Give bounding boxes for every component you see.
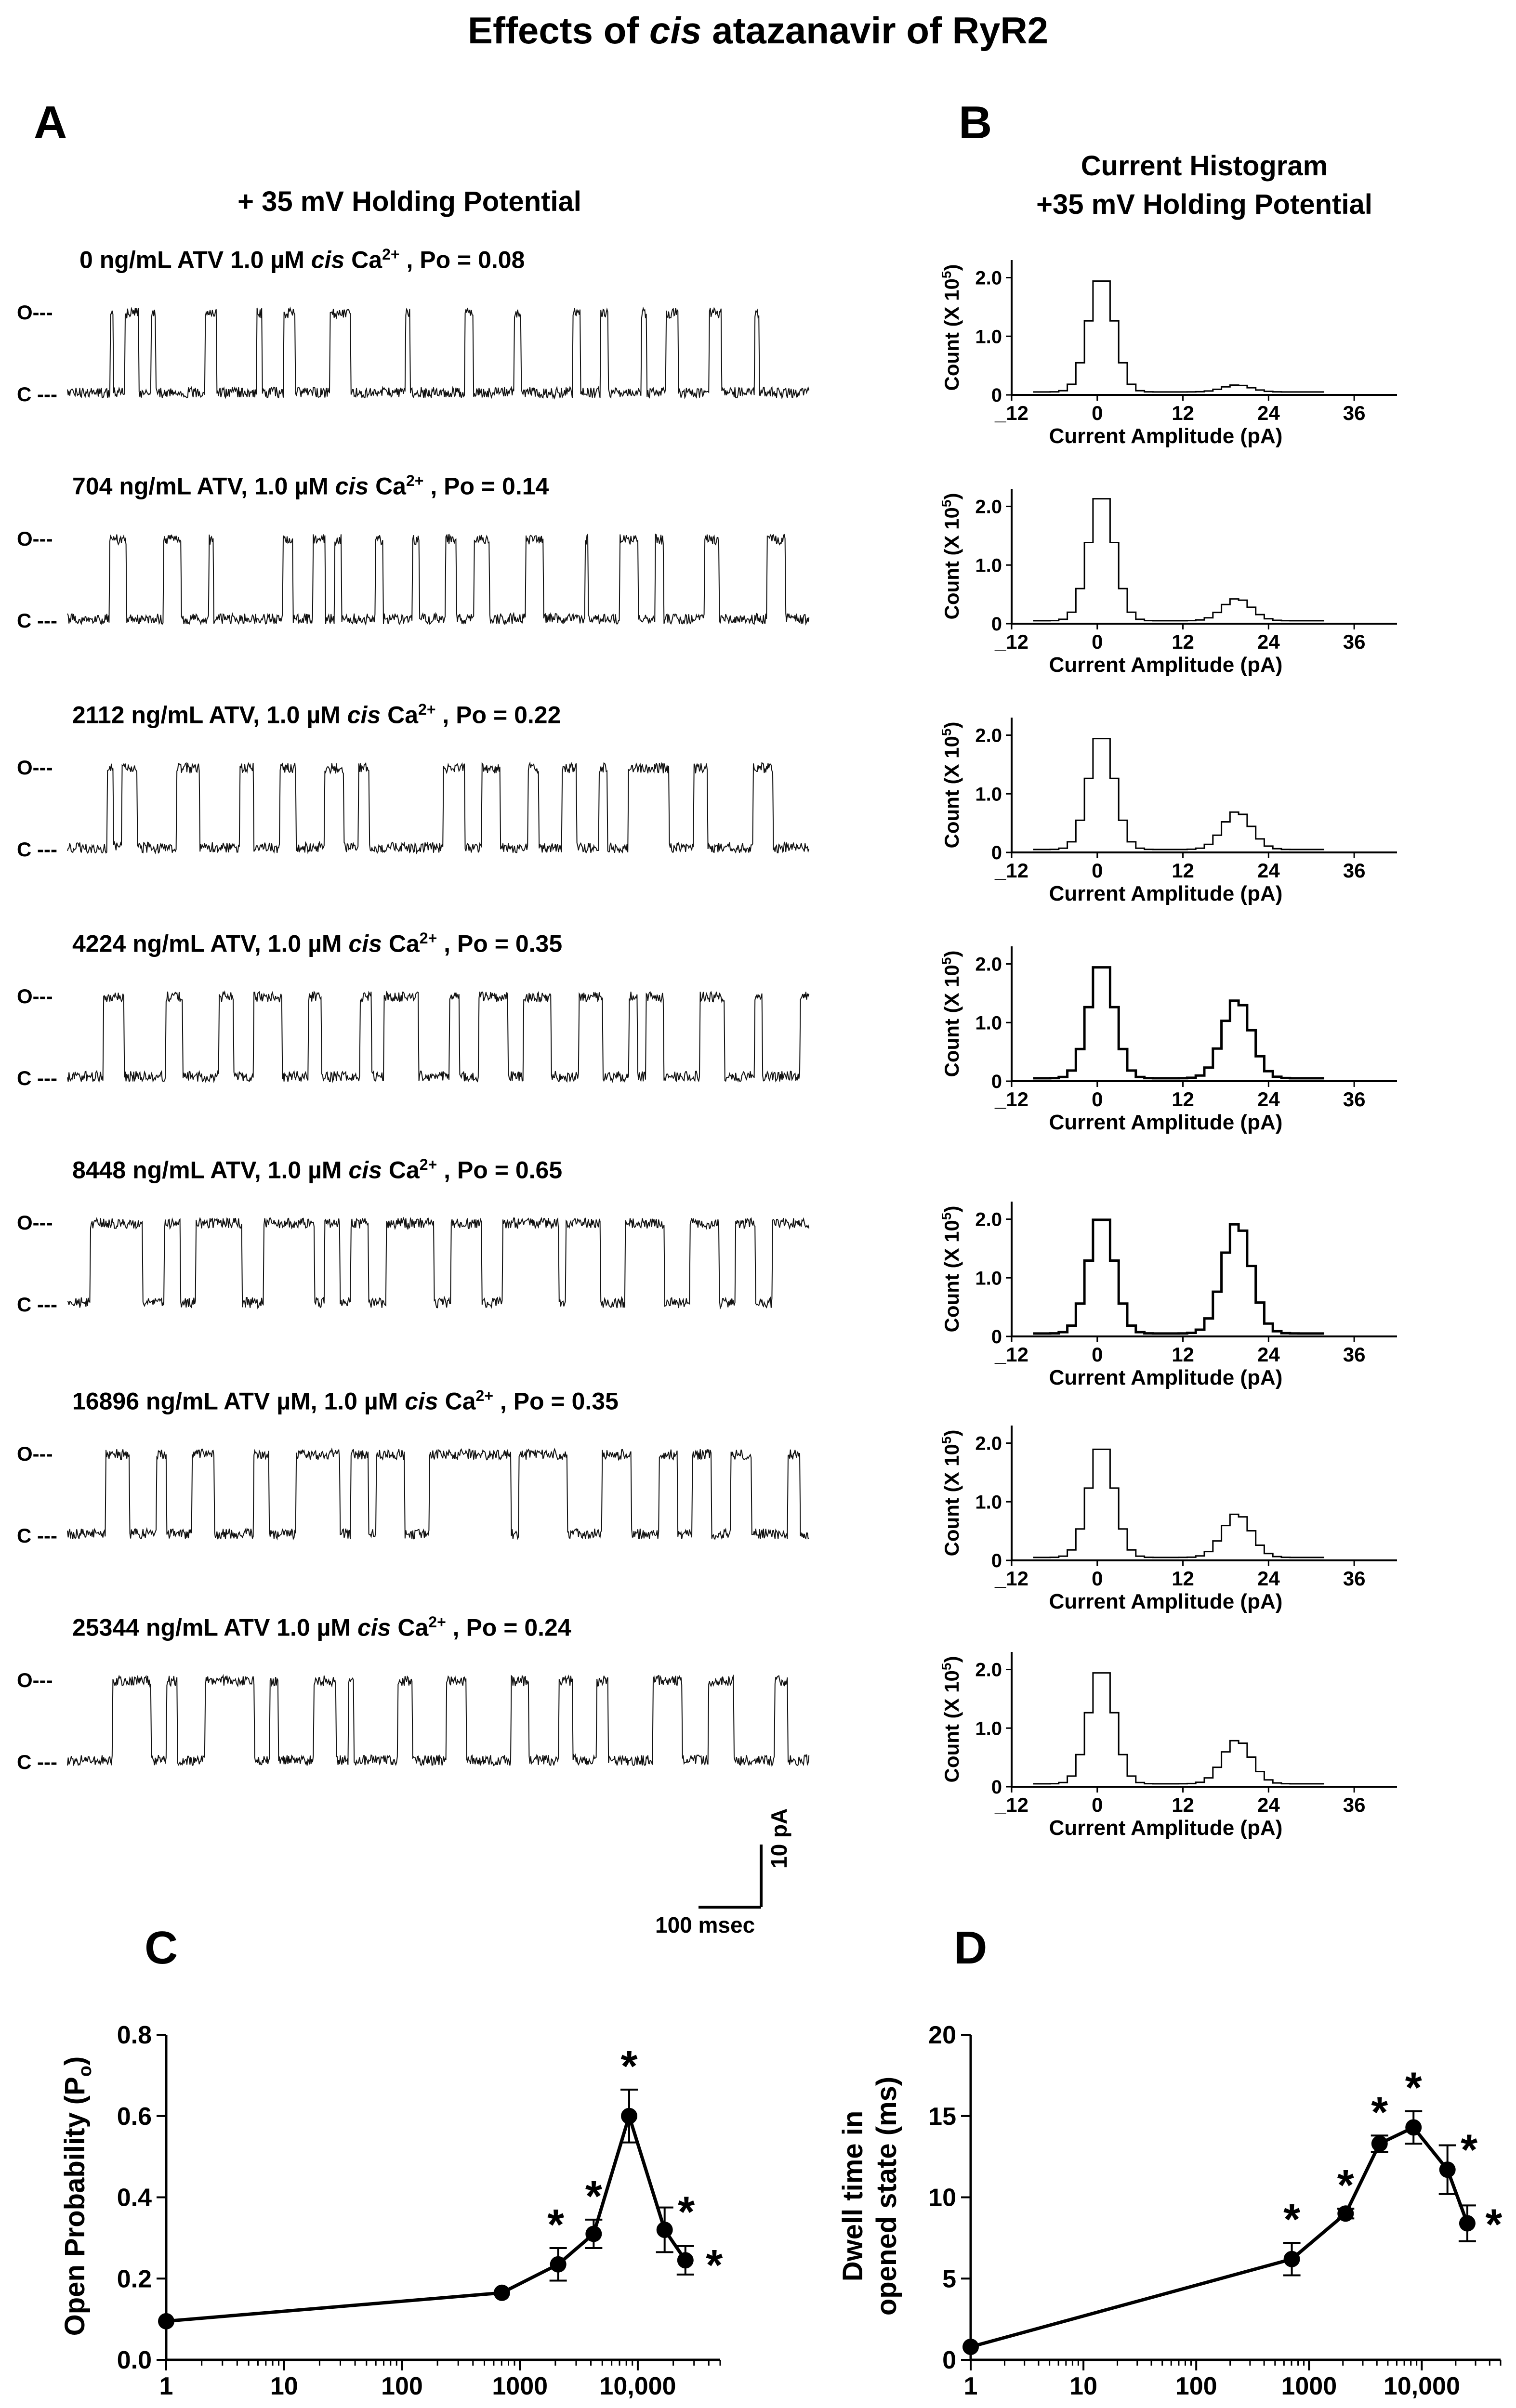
series-line — [166, 2116, 685, 2321]
y-tick-label: 1.0 — [975, 555, 1002, 576]
panel-a-header: + 35 mV Holding Potential — [237, 186, 581, 217]
trace-label-pre: 16896 ng/mL ATV µM, 1.0 µM — [72, 1387, 405, 1415]
x-tick-label: 36 — [1343, 1343, 1366, 1366]
y-tick-label: 20 — [928, 2021, 956, 2049]
x-tick-label: 24 — [1257, 1343, 1280, 1366]
x-tick-label: 36 — [1343, 630, 1366, 653]
x-tick-label: 12 — [1172, 1343, 1194, 1366]
x-tick-label: 0 — [1092, 1343, 1103, 1366]
significance-marker: * — [1405, 2064, 1422, 2112]
y-axis-label-line2: opened state (ms) — [871, 2076, 902, 2316]
x-tick-label: 36 — [1343, 859, 1366, 882]
trace-label-sup: 2+ — [419, 929, 437, 947]
trace-label-tail: , Po = 0.35 — [437, 930, 563, 957]
channel-trace-2 — [67, 510, 819, 636]
y-tick-label: 1.0 — [975, 784, 1002, 805]
panel-letter-a: A — [34, 97, 67, 148]
y-axis-label-line1: Dwell time in — [837, 2110, 869, 2282]
x-axis-label: Current Amplitude (pA) — [1049, 1816, 1283, 1840]
trace-label-cis: cis — [347, 701, 381, 729]
x-tick-label: _12 — [994, 1343, 1029, 1366]
closed-level-marker: C --- — [17, 838, 57, 861]
significance-marker: * — [620, 2042, 638, 2091]
trace-label-2 — [72, 472, 549, 500]
x-tick-label: 1 — [963, 2372, 978, 2400]
x-tick-label: 0 — [1092, 859, 1103, 882]
trace-label-post: Ca — [391, 1614, 429, 1641]
y-tick-label: 1.0 — [975, 326, 1002, 348]
y-axis-label: Count (X $10^5$) — [939, 950, 963, 1077]
trace-label-tail: , Po = 0.22 — [435, 701, 561, 729]
trace-path — [67, 1218, 809, 1308]
panel-letter-c: C — [145, 1922, 178, 1974]
histogram-step-line — [1033, 1673, 1324, 1784]
panel-b-header-line1: Current Histogram — [1081, 150, 1328, 182]
trace-label-6 — [72, 1387, 619, 1415]
panel-b-header-line2: +35 mV Holding Potential — [1036, 189, 1372, 220]
y-tick-label: 1.0 — [975, 1268, 1002, 1289]
panel-letter-b: B — [959, 97, 992, 148]
trace-label-tail: , Po = 0.24 — [446, 1614, 571, 1641]
x-tick-label: 10 — [270, 2372, 298, 2400]
data-point — [962, 2339, 979, 2355]
trace-path — [67, 1449, 809, 1539]
data-point — [677, 2252, 694, 2268]
y-tick-label: 0 — [991, 1071, 1002, 1092]
trace-label-cis: cis — [405, 1387, 438, 1415]
trace-label-3 — [72, 701, 561, 729]
y-axis-label: Count (X $10^5$) — [939, 1429, 963, 1557]
chart-d-dwell-time — [780, 1965, 1513, 2408]
trace-label-post: Ca — [381, 701, 419, 729]
x-tick-label: 24 — [1257, 859, 1280, 882]
trace-label-post: Ca — [382, 1156, 420, 1184]
closed-level-marker: C --- — [17, 1751, 57, 1773]
x-tick-label: 1 — [159, 2372, 173, 2400]
x-axis-label: Current Amplitude (pA) — [1049, 1366, 1283, 1389]
trace-path — [67, 763, 809, 853]
trace-label-1 — [79, 246, 525, 274]
y-tick-label: 1.0 — [975, 1718, 1002, 1740]
histogram-1 — [930, 241, 1460, 448]
trace-label-cis: cis — [335, 472, 369, 500]
x-tick-label: 36 — [1343, 1793, 1366, 1816]
closed-level-marker: C --- — [17, 383, 57, 406]
x-tick-label: 100 — [381, 2372, 423, 2400]
y-tick-label: 1.0 — [975, 1012, 1002, 1034]
trace-label-post: Ca — [438, 1387, 476, 1415]
y-tick-label: 0 — [991, 385, 1002, 406]
significance-marker: * — [1337, 2161, 1354, 2210]
y-tick-label: 2.0 — [975, 954, 1002, 975]
trace-label-sup: 2+ — [475, 1387, 494, 1404]
trace-label-sup: 2+ — [428, 1613, 446, 1631]
x-tick-label: 12 — [1172, 1793, 1194, 1816]
y-axis-label: Count (X $10^5$) — [939, 264, 963, 391]
y-tick-label: 0.8 — [117, 2021, 152, 2049]
y-tick-label: 1.0 — [975, 1492, 1002, 1513]
data-point — [621, 2108, 637, 2124]
panel-letter-d: D — [954, 1922, 988, 1974]
trace-label-pre: 4224 ng/mL ATV, 1.0 µM — [72, 930, 349, 957]
significance-marker: * — [1485, 2200, 1503, 2249]
open-level-marker: O--- — [17, 1669, 53, 1691]
figure-title: Effects of cis atazanavir of RyR2 — [467, 9, 1049, 52]
y-axis-label: Open Probability $(P_o)$ — [59, 2056, 95, 2336]
y-axis-label — [837, 2077, 902, 2316]
x-axis-label: Current Amplitude (pA) — [1049, 1590, 1283, 1613]
scale-current-label: 10 pA — [766, 1808, 791, 1869]
x-tick-label: 12 — [1172, 1088, 1194, 1111]
y-tick-label: 15 — [928, 2102, 956, 2131]
x-axis-label: Current Amplitude (pA) — [1049, 882, 1283, 905]
y-tick-label: 0 — [991, 842, 1002, 864]
data-point — [1459, 2215, 1476, 2232]
x-tick-label: 36 — [1343, 402, 1366, 424]
y-tick-label: 0 — [991, 1550, 1002, 1571]
y-tick-label: 0 — [991, 1326, 1002, 1348]
trace-label-cis: cis — [311, 246, 345, 274]
x-tick-label: 24 — [1257, 1793, 1280, 1816]
trace-label-pre: 704 ng/mL ATV, 1.0 µM — [72, 472, 335, 500]
y-tick-label: 2.0 — [975, 496, 1002, 518]
series-line — [971, 2127, 1467, 2347]
y-axis-label: Count (X $10^5$) — [939, 721, 963, 849]
channel-trace-7 — [67, 1652, 819, 1777]
significance-marker: * — [547, 2200, 565, 2249]
x-tick-label: 10 — [1069, 2372, 1098, 2400]
open-level-marker: O--- — [17, 1211, 53, 1234]
trace-label-pre: 2112 ng/mL ATV, 1.0 µM — [72, 701, 347, 729]
channel-trace-3 — [67, 739, 819, 864]
closed-level-marker: C --- — [17, 1293, 57, 1316]
closed-level-marker: C --- — [17, 609, 57, 632]
data-point — [1371, 2135, 1388, 2152]
y-tick-label: 0 — [942, 2346, 956, 2374]
x-tick-label: 12 — [1172, 1567, 1194, 1590]
significance-marker: * — [678, 2188, 695, 2237]
histogram-7 — [930, 1633, 1460, 1840]
x-tick-label: 12 — [1172, 402, 1194, 424]
open-level-marker: O--- — [17, 756, 53, 779]
significance-marker: * — [706, 2241, 723, 2290]
x-tick-label: 0 — [1092, 1567, 1103, 1590]
data-point — [1284, 2251, 1300, 2267]
histogram-step-line — [1033, 1449, 1324, 1557]
x-tick-label: _12 — [994, 1567, 1029, 1590]
y-tick-label: 2.0 — [975, 267, 1002, 289]
x-tick-label: 36 — [1343, 1567, 1366, 1590]
x-tick-label: 24 — [1257, 630, 1280, 653]
trace-label-post: Ca — [382, 930, 420, 957]
x-tick-label: _12 — [994, 402, 1029, 424]
trace-label-tail: , Po = 0.65 — [437, 1156, 563, 1184]
open-level-marker: O--- — [17, 985, 53, 1008]
x-tick-label: 36 — [1343, 1088, 1366, 1111]
trace-label-sup: 2+ — [418, 701, 436, 718]
x-tick-label: _12 — [994, 1793, 1029, 1816]
closed-level-marker: C --- — [17, 1067, 57, 1089]
trace-label-post: Ca — [344, 246, 382, 274]
data-point — [585, 2225, 602, 2242]
x-tick-label: 1000 — [492, 2372, 548, 2400]
open-level-marker: O--- — [17, 527, 53, 550]
trace-label-post: Ca — [369, 472, 406, 500]
trace-label-sup: 2+ — [406, 472, 424, 489]
y-axis-label: Count (X $10^5$) — [939, 1205, 963, 1333]
trace-label-cis: cis — [357, 1614, 391, 1641]
channel-trace-1 — [67, 284, 819, 409]
y-tick-label: 0 — [991, 614, 1002, 635]
x-axis-label: Current Amplitude (pA) — [1049, 653, 1283, 677]
panel-b-header — [963, 147, 1445, 224]
x-tick-label: 12 — [1172, 859, 1194, 882]
x-axis-label: Current Amplitude (pA) — [1049, 1111, 1283, 1134]
open-level-marker: O--- — [17, 301, 53, 324]
x-tick-label: _12 — [994, 630, 1029, 653]
channel-trace-4 — [67, 968, 819, 1093]
histogram-4 — [930, 927, 1460, 1134]
x-tick-label: 24 — [1257, 1567, 1280, 1590]
x-axis-label: Current Amplitude (pA) — [1049, 424, 1283, 448]
trace-label-cis: cis — [348, 930, 382, 957]
significance-marker: * — [1461, 2126, 1478, 2174]
histogram-2 — [930, 470, 1460, 677]
histogram-step-line — [1033, 499, 1324, 621]
trace-label-cis: cis — [348, 1156, 382, 1184]
y-tick-label: 2.0 — [975, 1433, 1002, 1454]
scale-time-label: 100 msec — [655, 1912, 755, 1937]
trace-label-sup: 2+ — [419, 1156, 437, 1173]
x-tick-label: 10,000 — [1383, 2372, 1460, 2400]
trace-label-4 — [72, 929, 562, 958]
histogram-step-line — [1033, 968, 1324, 1078]
x-tick-label: _12 — [994, 1088, 1029, 1111]
y-tick-label: 10 — [928, 2184, 956, 2212]
histogram-5 — [930, 1182, 1460, 1389]
open-level-marker: O--- — [17, 1442, 53, 1465]
trace-path — [67, 534, 809, 624]
y-axis-label: Count (X $10^5$) — [939, 1656, 963, 1783]
closed-level-marker: C --- — [17, 1524, 57, 1547]
y-tick-label: 0.4 — [117, 2184, 152, 2212]
trace-label-pre: 8448 ng/mL ATV, 1.0 µM — [72, 1156, 349, 1184]
x-tick-label: 0 — [1092, 630, 1103, 653]
y-tick-label: 0 — [991, 1777, 1002, 1798]
y-tick-label: 5 — [942, 2265, 956, 2293]
significance-marker: * — [1283, 2196, 1301, 2244]
histogram-step-line — [1033, 739, 1324, 850]
trace-label-tail: , Po = 0.14 — [423, 472, 549, 500]
data-point — [550, 2256, 567, 2273]
y-axis-label: Count (X $10^5$) — [939, 493, 963, 620]
significance-marker: * — [1371, 2088, 1388, 2137]
data-point — [158, 2313, 174, 2329]
trace-path — [67, 1675, 809, 1766]
trace-label-pre: 25344 ng/mL ATV 1.0 µM — [72, 1614, 357, 1641]
x-tick-label: 24 — [1257, 1088, 1280, 1111]
data-point — [494, 2285, 510, 2301]
x-tick-label: 0 — [1092, 1088, 1103, 1111]
x-tick-label: 100 — [1175, 2372, 1217, 2400]
trace-path — [67, 992, 809, 1082]
data-point — [1439, 2161, 1456, 2178]
x-tick-label: 10,000 — [599, 2372, 676, 2400]
x-tick-label: 0 — [1092, 1793, 1103, 1816]
x-tick-label: 24 — [1257, 402, 1280, 424]
trace-label-5 — [72, 1156, 562, 1184]
chart-c-open-probability — [0, 1965, 751, 2408]
y-tick-label: 0.6 — [117, 2102, 152, 2131]
trace-label-7 — [72, 1613, 571, 1642]
histogram-step-line — [1033, 281, 1324, 392]
channel-trace-6 — [67, 1426, 819, 1551]
x-tick-label: 1000 — [1281, 2372, 1337, 2400]
y-tick-label: 0.2 — [117, 2265, 152, 2293]
x-tick-label: _12 — [994, 859, 1029, 882]
trace-label-tail: , Po = 0.08 — [399, 246, 525, 274]
trace-label-tail: , Po = 0.35 — [493, 1387, 619, 1415]
x-tick-label: 0 — [1092, 402, 1103, 424]
histogram-3 — [930, 698, 1460, 905]
data-point — [1405, 2119, 1422, 2135]
data-point — [657, 2222, 673, 2238]
x-tick-label: 12 — [1172, 630, 1194, 653]
histogram-6 — [930, 1406, 1460, 1613]
significance-marker: * — [585, 2172, 602, 2221]
trace-label-pre: 0 ng/mL ATV 1.0 µM — [79, 246, 311, 274]
y-tick-label: 0.0 — [117, 2346, 152, 2374]
channel-trace-5 — [67, 1194, 819, 1320]
y-tick-label: 2.0 — [975, 725, 1002, 746]
histogram-step-line — [1033, 1220, 1324, 1334]
y-tick-label: 2.0 — [975, 1659, 1002, 1681]
trace-label-sup: 2+ — [382, 246, 400, 263]
trace-path — [67, 308, 809, 398]
y-tick-label: 2.0 — [975, 1209, 1002, 1230]
